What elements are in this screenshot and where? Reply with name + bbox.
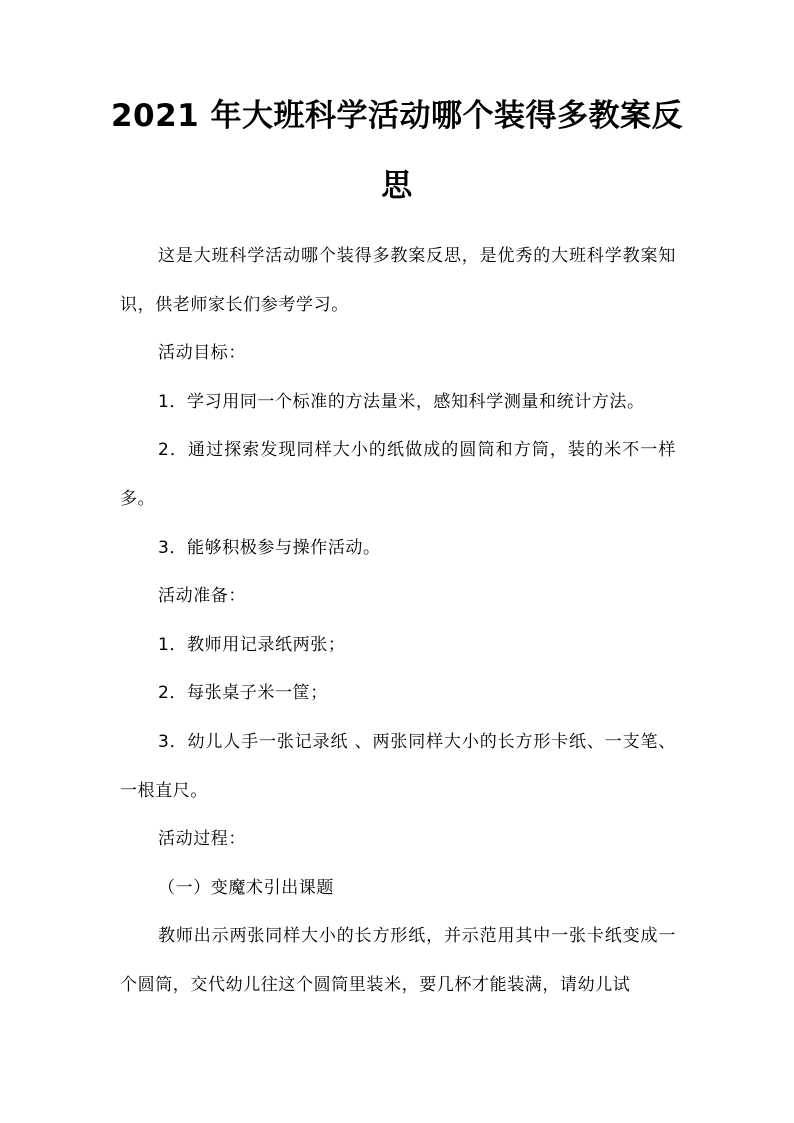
process-paragraph-1: 教师出示两张同样大小的长方形纸，并示范用其中一张卡纸变成一个圆筒，交代幼儿往这个圆筒里装米，要几杯才能装满，请幼儿试 [120, 926, 676, 995]
document-title-line-1: 2021 年大班科学活动哪个装得多教案反 [110, 98, 684, 134]
process-subheading-1: （一）变魔术引出课题 [158, 877, 334, 898]
prep-item-3: 3．幼儿人手一张记录纸 、两张同样大小的长方形卡纸、一支笔、一根直尺。 [120, 731, 676, 801]
document-body [120, 232, 676, 1010]
goal-item-3: 3．能够积极参与操作活动。 [158, 537, 381, 558]
prep-item-2: 2．每张桌子米一筐； [158, 683, 328, 704]
intro-paragraph: 这是大班科学活动哪个装得多教案反思，是优秀的大班科学教案知识，供老师家长们参考学习。 [120, 246, 676, 315]
goal-item-2: 2．通过探索发现同样大小的纸做成的圆筒和方筒，装的米不一样多。 [120, 440, 676, 509]
section-heading-process: 活动过程： [158, 829, 246, 850]
document-title-line-2: 思 [381, 168, 413, 204]
prep-item-1: 1．教师用记录纸两张； [158, 634, 346, 655]
section-heading-goals: 活动目标： [158, 343, 246, 364]
goal-item-1: 1．学习用同一个标准的方法量米，感知科学测量和统计方法。 [158, 391, 645, 412]
section-heading-preparation: 活动准备： [158, 586, 246, 607]
